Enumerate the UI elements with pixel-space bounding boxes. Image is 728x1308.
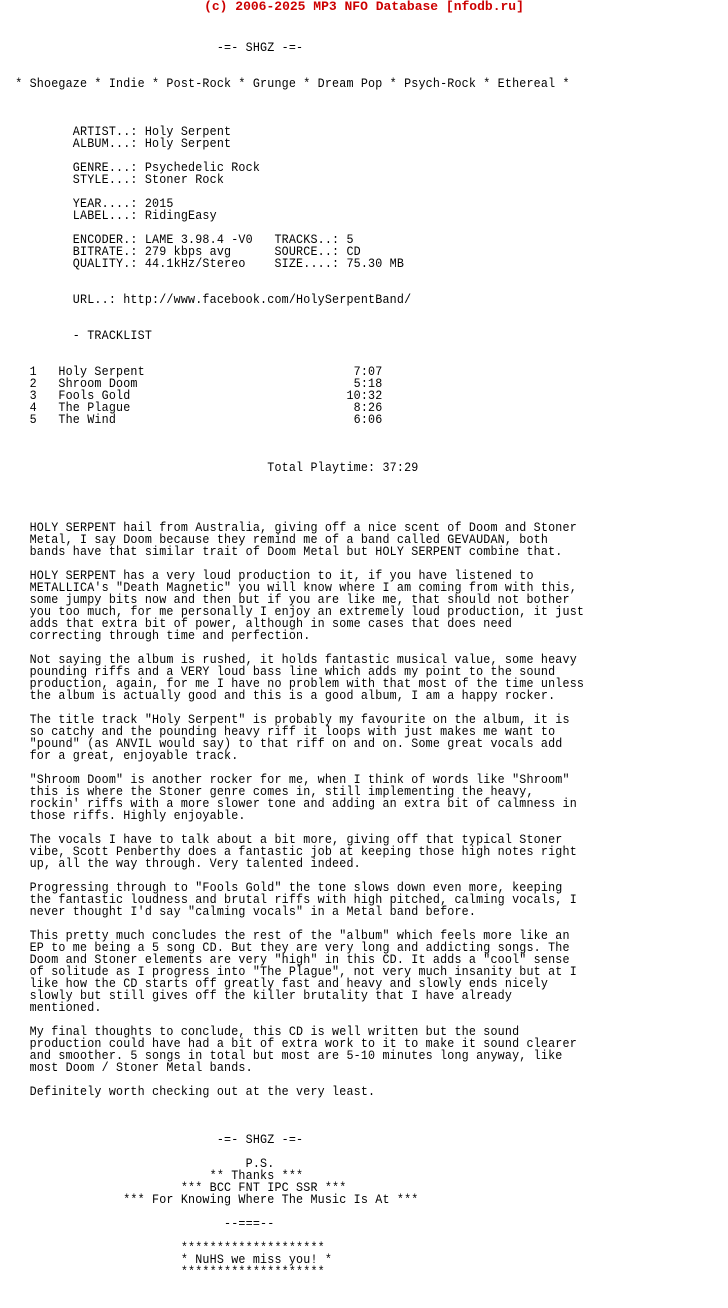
nfo-line: * Shoegaze * Indie * Post-Rock * Grunge * Dream Pop * Psych-Rock * Ethereal * (8, 76, 570, 91)
nfo-line: STYLE...: Stoner Rock (8, 172, 225, 187)
nfo-line: Not saying the album is rushed, it holds fantastic musical value, some heavy (8, 652, 577, 667)
nfo-line: The vocals I have to talk about a bit more, giving off that typical Stoner (8, 832, 563, 847)
nfo-line: Progressing through to "Fools Gold" the tone slows down even more, keeping (8, 880, 563, 895)
nfo-line: up, all the way through. Very talented indeed. (8, 856, 361, 871)
nfo-line: never thought I'd say "calming vocals" in a Metal band before. (8, 904, 477, 919)
nfo-line: --===-- (8, 1216, 275, 1231)
nfo-line: "Shroom Doom" is another rocker for me, when I think of words like "Shroom" (8, 772, 570, 787)
nfo-line: correcting through time and perfection. (8, 628, 311, 643)
nfo-line: ARTIST..: Holy Serpent (8, 124, 232, 139)
nfo-line: production, again, for me I have no problem with that most of the time unless (8, 676, 585, 691)
nfo-line: for a great, enjoyable track. (8, 748, 239, 763)
nfo-line: P.S. (8, 1156, 275, 1171)
nfo-line: 5 The Wind 6:06 (8, 412, 383, 427)
nfo-line: 1 Holy Serpent 7:07 (8, 364, 383, 379)
nfo-line: you too much, for me personally I enjoy an extremely loud production, it just (8, 604, 585, 619)
nfo-line: ******************** (8, 1240, 325, 1255)
nfo-line: "pound" (as ANVIL would say) to that riff on and on. Some great vocals add (8, 736, 563, 751)
nfo-line: bands have that similar trait of Doom Metal but HOLY SERPENT combine that. (8, 544, 563, 559)
nfo-line: * NuHS we miss you! * (8, 1252, 333, 1267)
nfo-line: vibe, Scott Penberthy does a fantastic job at keeping those high notes right (8, 844, 577, 859)
nfo-line: those riffs. Highly enjoyable. (8, 808, 246, 823)
nfo-line: GENRE...: Psychedelic Rock (8, 160, 261, 175)
nfo-line: ALBUM...: Holy Serpent (8, 136, 232, 151)
nfo-line: LABEL...: RidingEasy (8, 208, 217, 223)
nfo-line: 2 Shroom Doom 5:18 (8, 376, 383, 391)
nfo-line: *** BCC FNT IPC SSR *** (8, 1180, 347, 1195)
nfo-line: ******************** (8, 1264, 325, 1279)
site-header-link[interactable]: (c) 2006-2025 MP3 NFO Database [nfodb.ru] (204, 0, 524, 14)
nfo-line: pounding riffs and a VERY loud bass line which adds my point to the sound (8, 664, 556, 679)
nfo-line: Doom and Stoner elements are very "high" in this CD. It adds a "cool" sense (8, 952, 570, 967)
nfo-line: - TRACKLIST (8, 328, 153, 343)
nfo-line: -=- SHGZ -=- (8, 40, 304, 55)
nfo-line: ENCODER.: LAME 3.98.4 -V0 TRACKS..: 5 (8, 232, 354, 247)
nfo-line: EP to me being a 5 song CD. But they are very long and addicting songs. The (8, 940, 570, 955)
nfo-line: *** For Knowing Where The Music Is At *** (8, 1192, 419, 1207)
nfo-line: so catchy and the pounding heavy riff it loops with just makes me want to (8, 724, 556, 739)
nfo-line: this is where the Stoner genre comes in, still implementing the heavy, (8, 784, 534, 799)
nfo-line: some jumpy bits now and then but if you are like me, that should not bother (8, 592, 570, 607)
nfo-line: Total Playtime: 37:29 (8, 460, 419, 475)
nfo-line: My final thoughts to conclude, this CD is well written but the sound (8, 1024, 520, 1039)
nfo-line: -=- SHGZ -=- (8, 1132, 304, 1147)
nfo-line: HOLY SERPENT hail from Australia, giving off a nice scent of Doom and Stoner (8, 520, 577, 535)
nfo-line: production could have had a bit of extra work to it to make it sound clearer (8, 1036, 577, 1051)
nfo-text (8, 30, 584, 1278)
nfo-line: Metal, I say Doom because they remind me of a band called GEVAUDAN, both (8, 532, 549, 547)
nfo-line: HOLY SERPENT has a very loud production to it, if you have listened to (8, 568, 534, 583)
nfo-line: ** Thanks *** (8, 1168, 304, 1183)
nfo-line: The title track "Holy Serpent" is probably my favourite on the album, it is (8, 712, 570, 727)
nfo-line: adds that extra bit of power, although in some cases that does need (8, 616, 513, 631)
nfo-line: YEAR....: 2015 (8, 196, 174, 211)
nfo-line: METALLICA's "Death Magnetic" you will know where I am coming from with this, (8, 580, 577, 595)
nfo-line: 4 The Plague 8:26 (8, 400, 383, 415)
nfo-line: the album is actually good and this is a good album, I am a happy rocker. (8, 688, 556, 703)
nfo-line: and smoother. 5 songs in total but most are 5-10 minutes long anyway, like (8, 1048, 563, 1063)
nfo-line: the fantastic loudness and brutal riffs with high pitched, calming vocals, I (8, 892, 577, 907)
nfo-line: of solitude as I progress into "The Plague", not very much insanity but at I (8, 964, 577, 979)
nfo-line: 3 Fools Gold 10:32 (8, 388, 383, 403)
nfo-line: This pretty much concludes the rest of the "album" which feels more like an (8, 928, 570, 943)
nfo-line: Definitely worth checking out at the very least. (8, 1084, 376, 1099)
nfo-line: slowly but still gives off the killer brutality that I have already (8, 988, 513, 1003)
nfo-line: like how the CD starts off greatly fast and heavy and slowly ends nicely (8, 976, 549, 991)
nfo-line: most Doom / Stoner Metal bands. (8, 1060, 253, 1075)
nfo-line: rockin' riffs with a more slower tone and adding an extra bit of calmness in (8, 796, 577, 811)
nfo-line: URL..: http://www.facebook.com/HolySerpentBand/ (8, 292, 412, 307)
nfo-line: BITRATE.: 279 kbps avg SOURCE..: CD (8, 244, 361, 259)
nfo-line: QUALITY.: 44.1kHz/Stereo SIZE....: 75.30 MB (8, 256, 405, 271)
nfo-line: mentioned. (8, 1000, 102, 1015)
